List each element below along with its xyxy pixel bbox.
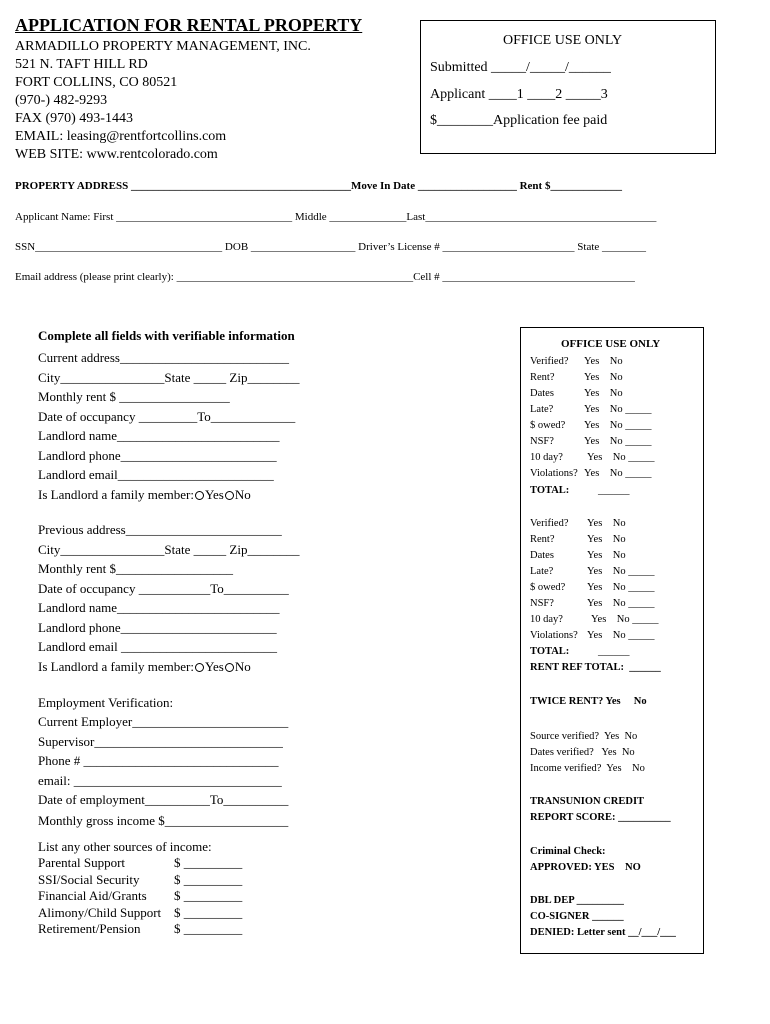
- check-options[interactable]: Yes No _____: [587, 452, 655, 463]
- previous-landlord-phone-field[interactable]: Landlord phone________________________: [38, 620, 277, 635]
- check-label: $ owed?: [530, 420, 566, 431]
- company-name: ARMADILLO PROPERTY MANAGEMENT, INC.: [15, 39, 311, 54]
- check-label: Dates: [530, 550, 554, 561]
- income-label: Retirement/Pension: [38, 921, 141, 936]
- current-landlord-phone-field[interactable]: Landlord phone________________________: [38, 448, 277, 463]
- previous-landlord-name-field[interactable]: Landlord name_________________________: [38, 600, 280, 615]
- company-fax: FAX (970) 493-1443: [15, 111, 133, 126]
- form-title: APPLICATION FOR RENTAL PROPERTY: [15, 15, 363, 35]
- family-yes-label: Yes: [204, 659, 224, 674]
- total-field[interactable]: ______: [598, 485, 630, 496]
- property-address-row[interactable]: [15, 180, 622, 192]
- check-options[interactable]: Yes No _____: [587, 582, 655, 593]
- check-options[interactable]: Yes No: [587, 518, 626, 529]
- income-label: Alimony/Child Support: [38, 905, 162, 920]
- check-label: NSF?: [530, 436, 554, 447]
- check-options[interactable]: Yes No _____: [584, 420, 652, 431]
- email-cell-row[interactable]: Email address (please print clearly): ___________________________________________Cell # ___________________________________: [15, 271, 635, 283]
- previous-occupancy-field[interactable]: Date of occupancy ___________To__________: [38, 581, 289, 596]
- check-label: Late?: [530, 404, 554, 415]
- income-value-field[interactable]: $ _________: [174, 855, 243, 870]
- current-landlord-email-field[interactable]: Landlord email________________________: [38, 467, 274, 482]
- check-label: 10 day?: [530, 452, 563, 463]
- supervisor-field[interactable]: Supervisor_____________________________: [38, 734, 283, 749]
- check-options[interactable]: Yes No _____: [587, 566, 655, 577]
- submitted-date-field[interactable]: Submitted _____/_____/______: [430, 60, 611, 75]
- check-label: Verified?: [530, 356, 569, 367]
- employer-phone-field[interactable]: Phone # ______________________________: [38, 753, 279, 768]
- family-no-label: No: [234, 659, 251, 674]
- current-address-field[interactable]: Current address__________________________: [38, 350, 289, 365]
- total-label: TOTAL:: [530, 485, 570, 496]
- cosigner-field[interactable]: CO-SIGNER ______: [530, 911, 624, 922]
- family-yes-label: Yes: [204, 487, 224, 502]
- property-address-field[interactable]: PROPERTY ADDRESS ________________________________________Move In Date __________________ Rent $_____________: [15, 180, 622, 192]
- current-landlord-name-field[interactable]: Landlord name_________________________: [38, 428, 280, 443]
- check-label: $ owed?: [530, 582, 566, 593]
- family-no-radio[interactable]: [225, 491, 234, 500]
- check-options[interactable]: Yes No _____: [587, 598, 655, 609]
- previous-monthly-rent-field[interactable]: Monthly rent $__________________: [38, 561, 233, 576]
- office-use-side-title: OFFICE USE ONLY: [561, 338, 661, 350]
- check-options[interactable]: Yes No: [584, 388, 623, 399]
- total-label: TOTAL:: [530, 646, 570, 657]
- office-use-box-side: [520, 327, 704, 954]
- twice-rent-field[interactable]: TWICE RENT? Yes No: [530, 696, 647, 707]
- double-deposit-field[interactable]: DBL DEP _________: [530, 895, 624, 906]
- income-value-field[interactable]: $ _________: [174, 921, 243, 936]
- current-family-member-row: [38, 487, 251, 503]
- company-city: FORT COLLINS, CO 80521: [15, 75, 178, 90]
- report-score-field[interactable]: REPORT SCORE: __________: [530, 812, 671, 823]
- income-value-field[interactable]: $ _________: [174, 872, 243, 887]
- check-label: Rent?: [530, 534, 555, 545]
- employer-email-field[interactable]: email: ________________________________: [38, 773, 282, 788]
- application-fee-field[interactable]: $________Application fee paid: [430, 113, 608, 128]
- check-label: Violations?: [530, 468, 578, 479]
- previous-address-field[interactable]: Previous address________________________: [38, 522, 282, 537]
- current-employer-field[interactable]: Current Employer________________________: [38, 714, 289, 729]
- family-yes-radio[interactable]: [195, 663, 204, 672]
- rent-ref-total-field[interactable]: RENT REF TOTAL: ______: [530, 662, 661, 673]
- family-yes-radio[interactable]: [195, 491, 204, 500]
- office-use-title: OFFICE USE ONLY: [503, 33, 623, 48]
- family-member-question: Is Landlord a family member:: [38, 659, 194, 674]
- current-monthly-rent-field[interactable]: Monthly rent $ _________________: [38, 389, 230, 404]
- check-options[interactable]: Yes No: [587, 550, 626, 561]
- check-options[interactable]: Yes No _____: [591, 614, 659, 625]
- check-options[interactable]: Yes No: [587, 534, 626, 545]
- criminal-check-label: Criminal Check:: [530, 846, 606, 857]
- check-label: Rent?: [530, 372, 555, 383]
- employment-heading: Employment Verification:: [38, 695, 174, 710]
- company-email: EMAIL: leasing@rentfortcollins.com: [15, 129, 227, 144]
- company-street: 521 N. TAFT HILL RD: [15, 57, 148, 72]
- check-label: Violations?: [530, 630, 578, 641]
- office-use-box-top: [420, 20, 716, 154]
- income-label: SSI/Social Security: [38, 872, 140, 887]
- monthly-income-field[interactable]: Monthly gross income $___________________: [38, 813, 289, 828]
- check-options[interactable]: Yes No _____: [587, 630, 655, 641]
- approved-field[interactable]: APPROVED: YES NO: [530, 862, 641, 873]
- family-no-label: No: [234, 487, 251, 502]
- transunion-label: TRANSUNION CREDIT: [530, 796, 645, 807]
- previous-landlord-email-field[interactable]: Landlord email ________________________: [38, 639, 278, 654]
- previous-city-state-zip-field[interactable]: City________________State _____ Zip________: [38, 542, 300, 557]
- section-heading: Complete all fields with verifiable information: [38, 328, 295, 343]
- other-income-heading: List any other sources of income:: [38, 839, 212, 854]
- family-no-radio[interactable]: [225, 663, 234, 672]
- current-occupancy-field[interactable]: Date of occupancy _________To_____________: [38, 409, 296, 424]
- check-options[interactable]: Yes No _____: [584, 404, 652, 415]
- company-phone: (970-) 482-9293: [15, 93, 108, 108]
- income-label: Parental Support: [38, 855, 126, 870]
- check-label: Dates: [530, 388, 554, 399]
- denied-letter-field[interactable]: DENIED: Letter sent __/___/___: [530, 927, 676, 938]
- company-website: WEB SITE: www.rentcolorado.com: [15, 147, 218, 162]
- check-label: Late?: [530, 566, 554, 577]
- income-value-field[interactable]: $ _________: [174, 905, 243, 920]
- source-verified-field[interactable]: Source verified? Yes No: [530, 731, 638, 742]
- ssn-dob-license-row[interactable]: SSN__________________________________ DOB ___________________ Driver’s License # ________________________ State ________: [15, 241, 647, 253]
- employment-date-field[interactable]: Date of employment__________To__________: [38, 792, 289, 807]
- check-options[interactable]: Yes No: [584, 372, 623, 383]
- check-options[interactable]: Yes No: [584, 356, 623, 367]
- current-city-state-zip-field[interactable]: City________________State _____ Zip________: [38, 370, 300, 385]
- applicant-name-row[interactable]: Applicant Name: First ________________________________ Middle ______________Last__________________________________________: [15, 211, 657, 223]
- income-verified-field[interactable]: Income verified? Yes No: [530, 763, 645, 774]
- check-label: NSF?: [530, 598, 554, 609]
- total-field[interactable]: ______: [598, 646, 630, 657]
- income-label: Financial Aid/Grants: [38, 888, 147, 903]
- previous-family-member-row: [38, 659, 251, 675]
- family-member-question: Is Landlord a family member:: [38, 487, 194, 502]
- dates-verified-field[interactable]: Dates verified? Yes No: [530, 747, 635, 758]
- income-value-field[interactable]: $ _________: [174, 888, 243, 903]
- check-label: 10 day?: [530, 614, 563, 625]
- check-label: Verified?: [530, 518, 569, 529]
- check-options[interactable]: Yes No _____: [584, 436, 652, 447]
- check-options[interactable]: Yes No _____: [584, 468, 652, 479]
- applicant-count-field[interactable]: Applicant ____1 ____2 _____3: [430, 87, 608, 102]
